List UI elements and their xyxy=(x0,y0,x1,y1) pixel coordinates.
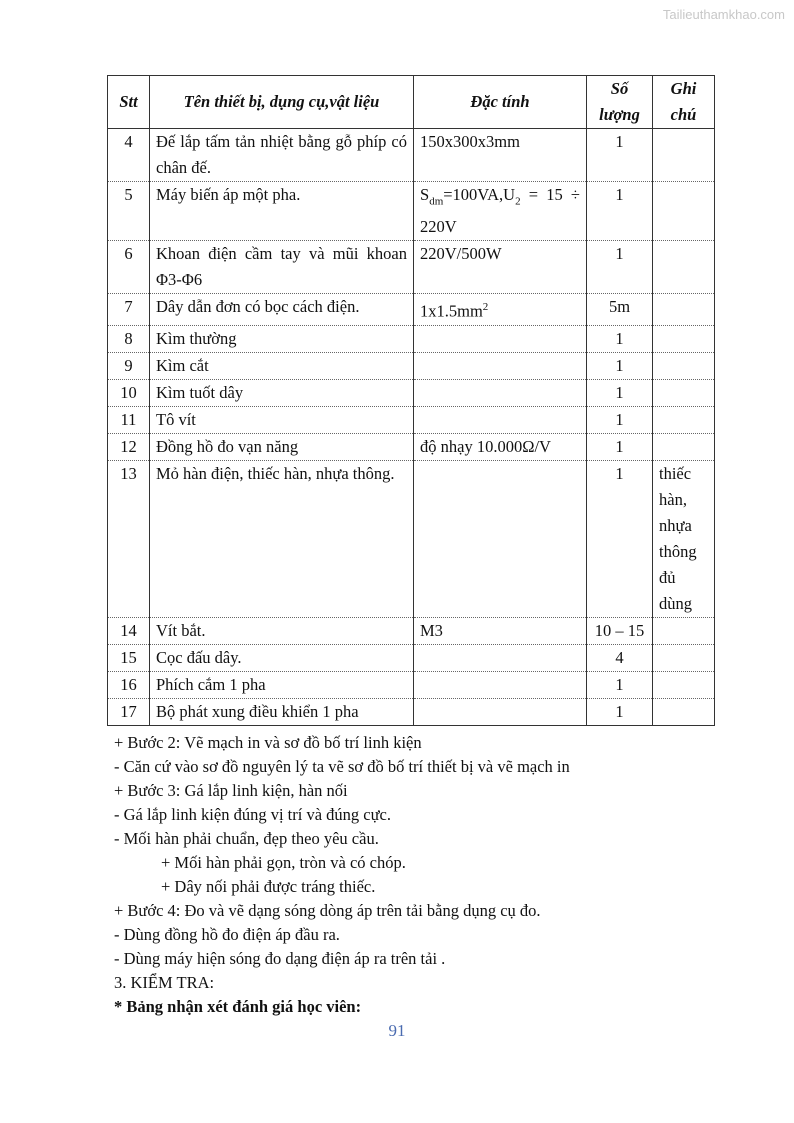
equipment-table xyxy=(107,75,715,726)
cell-spec xyxy=(414,294,587,326)
step-3-subitem-2: + Dây nối phải được tráng thiếc. xyxy=(161,877,376,896)
header-note-line2: chú xyxy=(670,105,697,124)
table-row xyxy=(108,433,715,460)
cell-quantity: 1 xyxy=(587,406,653,433)
cell-note xyxy=(653,617,715,644)
cell-spec xyxy=(414,671,587,698)
header-spec: Đặc tính xyxy=(414,76,587,129)
cell-name: Kìm thường xyxy=(150,325,414,352)
cell-stt: 15 xyxy=(108,644,150,671)
cell-name: Đế lắp tấm tản nhiệt bằng gỗ phíp có chân đế. xyxy=(150,129,414,182)
step-4-detail-2: - Dùng máy hiện sóng đo dạng điện áp ra trên tải . xyxy=(114,949,446,968)
cell-quantity: 1 xyxy=(587,352,653,379)
cell-name: Bộ phát xung điều khiển 1 pha xyxy=(150,698,414,725)
cell-stt: 16 xyxy=(108,671,150,698)
cell-spec xyxy=(414,644,587,671)
cell-quantity: 10 – 15 xyxy=(587,617,653,644)
spec-subscript-2: 2 xyxy=(515,195,521,208)
cell-stt: 6 xyxy=(108,241,150,294)
table-row xyxy=(108,617,715,644)
cell-quantity: 1 xyxy=(587,379,653,406)
spec-symbol: S xyxy=(420,185,430,204)
cell-stt: 17 xyxy=(108,698,150,725)
step-3-heading: + Bước 3: Gá lắp linh kiện, hàn nối xyxy=(114,781,348,800)
cell-stt: 8 xyxy=(108,325,150,352)
table-row xyxy=(108,698,715,725)
cell-stt: 12 xyxy=(108,433,150,460)
cell-spec xyxy=(414,352,587,379)
cell-name: Kìm cắt xyxy=(150,352,414,379)
step-4-detail-1: - Dùng đồng hồ đo điện áp đầu ra. xyxy=(114,925,340,944)
cell-name: Tô vít xyxy=(150,406,414,433)
body-text xyxy=(114,731,714,1019)
cell-name: Dây dẫn đơn có bọc cách điện. xyxy=(150,294,414,326)
step-2-heading: + Bước 2: Vẽ mạch in và sơ đồ bố trí linh kiện xyxy=(114,733,422,752)
cell-note xyxy=(653,379,715,406)
table-row xyxy=(108,294,715,326)
page-number: 91 xyxy=(388,1021,406,1040)
cell-note xyxy=(653,406,715,433)
step-3-detail-2: - Mối hàn phải chuẩn, đẹp theo yêu cầu. xyxy=(114,829,379,848)
cell-spec xyxy=(414,182,587,241)
cell-note xyxy=(653,433,715,460)
cell-spec xyxy=(414,460,587,617)
cell-spec: 150x300x3mm xyxy=(414,129,587,182)
cell-name: Đồng hồ đo vạn năng xyxy=(150,433,414,460)
cell-quantity: 1 xyxy=(587,433,653,460)
cell-quantity: 1 xyxy=(587,241,653,294)
cell-stt: 10 xyxy=(108,379,150,406)
cell-note xyxy=(653,698,715,725)
section-heading: 3. KIỂM TRA: xyxy=(114,973,215,992)
cell-note xyxy=(653,644,715,671)
cell-name: Vít bắt. xyxy=(150,617,414,644)
cell-spec xyxy=(414,698,587,725)
cell-note xyxy=(653,352,715,379)
cell-stt: 5 xyxy=(108,182,150,241)
cell-spec xyxy=(414,325,587,352)
step-3-subitem-1: + Mối hàn phải gọn, tròn và có chóp. xyxy=(161,853,406,872)
cell-spec xyxy=(414,379,587,406)
header-note xyxy=(653,76,715,129)
table-row xyxy=(108,406,715,433)
cell-quantity: 5m xyxy=(587,294,653,326)
table-row xyxy=(108,182,715,241)
cell-quantity: 4 xyxy=(587,644,653,671)
header-name: Tên thiết bị, dụng cụ,vật liệu xyxy=(150,76,414,129)
cell-quantity: 1 xyxy=(587,671,653,698)
step-4-heading: + Bước 4: Đo và vẽ dạng sóng dòng áp trên tải bằng dụng cụ đo. xyxy=(114,901,541,920)
cell-name: Cọc đấu dây. xyxy=(150,644,414,671)
cell-name: Khoan điện cầm tay và mũi khoan Φ3-Φ6 xyxy=(150,241,414,294)
spec-subscript: dm xyxy=(429,195,444,208)
cell-note xyxy=(653,241,715,294)
cell-note xyxy=(653,182,715,241)
spec-superscript: 2 xyxy=(482,301,489,314)
cell-name: Máy biến áp một pha. xyxy=(150,182,414,241)
cell-stt: 7 xyxy=(108,294,150,326)
cell-name: Kìm tuốt dây xyxy=(150,379,414,406)
header-note-line1: Ghi xyxy=(670,79,697,98)
cell-note xyxy=(653,129,715,182)
cell-stt: 14 xyxy=(108,617,150,644)
cell-stt: 4 xyxy=(108,129,150,182)
cell-quantity: 1 xyxy=(587,325,653,352)
cell-quantity: 1 xyxy=(587,129,653,182)
cell-stt: 13 xyxy=(108,460,150,617)
table-row xyxy=(108,460,715,617)
table-row xyxy=(108,352,715,379)
header-quantity-line2: lượng xyxy=(599,105,640,124)
table-row xyxy=(108,644,715,671)
cell-quantity: 1 xyxy=(587,182,653,241)
header-quantity xyxy=(587,76,653,129)
header-stt: Stt xyxy=(108,76,150,129)
cell-spec: M3 xyxy=(414,617,587,644)
cell-note xyxy=(653,325,715,352)
cell-stt: 9 xyxy=(108,352,150,379)
cell-name: Phích cắm 1 pha xyxy=(150,671,414,698)
spec-middle: =100VA,U xyxy=(443,185,516,204)
cell-name: Mỏ hàn điện, thiếc hàn, nhựa thông. xyxy=(150,460,414,617)
table-row xyxy=(108,379,715,406)
header-quantity-line1: Số xyxy=(610,79,629,98)
watermark: Tailieuthamkhao.com xyxy=(662,7,785,22)
spec-end: = 15 ÷ 220V xyxy=(420,185,580,237)
table-row xyxy=(108,241,715,294)
spec-base: 1x1.5mm xyxy=(420,301,483,321)
step-2-detail: - Căn cứ vào sơ đồ nguyên lý ta vẽ sơ đồ bố trí thiết bị và vẽ mạch in xyxy=(114,757,570,776)
cell-stt: 11 xyxy=(108,406,150,433)
table-header-row xyxy=(108,76,715,129)
evaluation-heading: * Bảng nhận xét đánh giá học viên: xyxy=(114,997,362,1016)
cell-quantity: 1 xyxy=(587,460,653,617)
cell-spec: 220V/500W xyxy=(414,241,587,294)
cell-note xyxy=(653,294,715,326)
cell-note xyxy=(653,671,715,698)
cell-note: thiếc hàn, nhựa thông đủ dùng xyxy=(653,460,715,617)
table-row xyxy=(108,671,715,698)
cell-spec: độ nhạy 10.000Ω/V xyxy=(414,433,587,460)
table-row xyxy=(108,325,715,352)
step-3-detail-1: - Gá lắp linh kiện đúng vị trí và đúng cực. xyxy=(114,805,392,824)
cell-quantity: 1 xyxy=(587,698,653,725)
cell-spec xyxy=(414,406,587,433)
table-row xyxy=(108,129,715,182)
